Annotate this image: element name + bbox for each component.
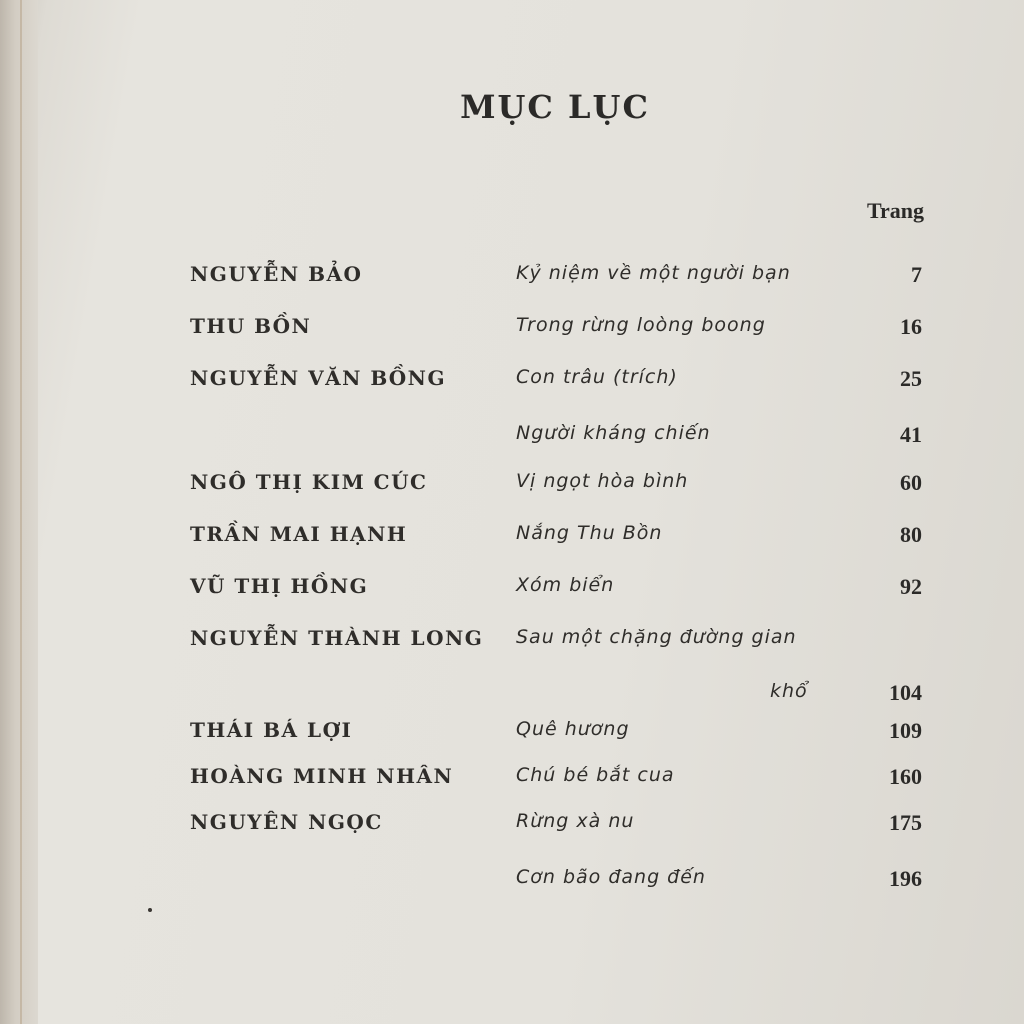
- toc-entry: [0, 680, 1024, 720]
- toc-entry: [0, 866, 1024, 906]
- toc-author: VŨ THỊ HỒNG: [190, 574, 369, 598]
- toc-entry: [0, 810, 1024, 850]
- toc-work-title: khổ: [770, 680, 808, 702]
- toc-author: NGÔ THỊ KIM CÚC: [190, 470, 428, 494]
- toc-page-number: 60: [900, 470, 922, 495]
- toc-author: THÁI BÁ LỢI: [190, 718, 353, 742]
- toc-work-title: Sau một chặng đường gian: [516, 626, 797, 648]
- toc-author: NGUYÊN NGỌC: [190, 810, 383, 834]
- toc-entry: [0, 626, 1024, 666]
- toc-work-title: Chú bé bắt cua: [516, 764, 675, 786]
- toc-entry: [0, 314, 1024, 354]
- ink-speck: [148, 908, 152, 912]
- toc-work-title: Xóm biển: [516, 574, 615, 596]
- toc-entry: [0, 522, 1024, 562]
- page-title: MỤC LỤC: [460, 88, 650, 126]
- toc-work-title: Kỷ niệm về một người bạn: [516, 262, 791, 284]
- toc-entry: [0, 262, 1024, 302]
- toc-page-number: 92: [900, 574, 922, 599]
- toc-page-number: 104: [889, 680, 922, 705]
- toc-work-title: Quê hương: [516, 718, 630, 740]
- toc-entry: [0, 422, 1024, 462]
- toc-page-number: 196: [889, 866, 922, 891]
- toc-author: NGUYỄN VĂN BỒNG: [190, 366, 447, 390]
- toc-page-number: 41: [900, 422, 922, 447]
- toc-page-number: 16: [900, 314, 922, 339]
- toc-page-number: 7: [911, 262, 922, 287]
- toc-page-number: 80: [900, 522, 922, 547]
- toc-page-number: 175: [889, 810, 922, 835]
- toc-author: THU BỒN: [190, 314, 312, 338]
- toc-work-title: Rừng xà nu: [516, 810, 635, 832]
- toc-author: NGUYỄN THÀNH LONG: [190, 626, 484, 650]
- toc-page-number: 25: [900, 366, 922, 391]
- toc-page-number: 160: [889, 764, 922, 789]
- toc-author: TRẦN MAI HẠNH: [190, 522, 408, 546]
- toc-work-title: Trong rừng loòng boong: [516, 314, 766, 336]
- toc-work-title: Nắng Thu Bồn: [516, 522, 663, 544]
- toc-page-number: 109: [889, 718, 922, 743]
- toc-author: NGUYỄN BẢO: [190, 262, 363, 286]
- toc-work-title: Cơn bão đang đến: [516, 866, 706, 888]
- page-column-header: Trang: [866, 198, 924, 223]
- toc-entry: [0, 764, 1024, 804]
- toc-work-title: Vị ngọt hòa bình: [516, 470, 689, 492]
- toc-work-title: Người kháng chiến: [516, 422, 711, 444]
- toc-entry: [0, 366, 1024, 406]
- toc-work-title: Con trâu (trích): [516, 366, 678, 388]
- toc-entry: [0, 718, 1024, 758]
- toc-entry: [0, 470, 1024, 510]
- toc-entry: [0, 574, 1024, 614]
- toc-author: HOÀNG MINH NHÂN: [190, 764, 454, 788]
